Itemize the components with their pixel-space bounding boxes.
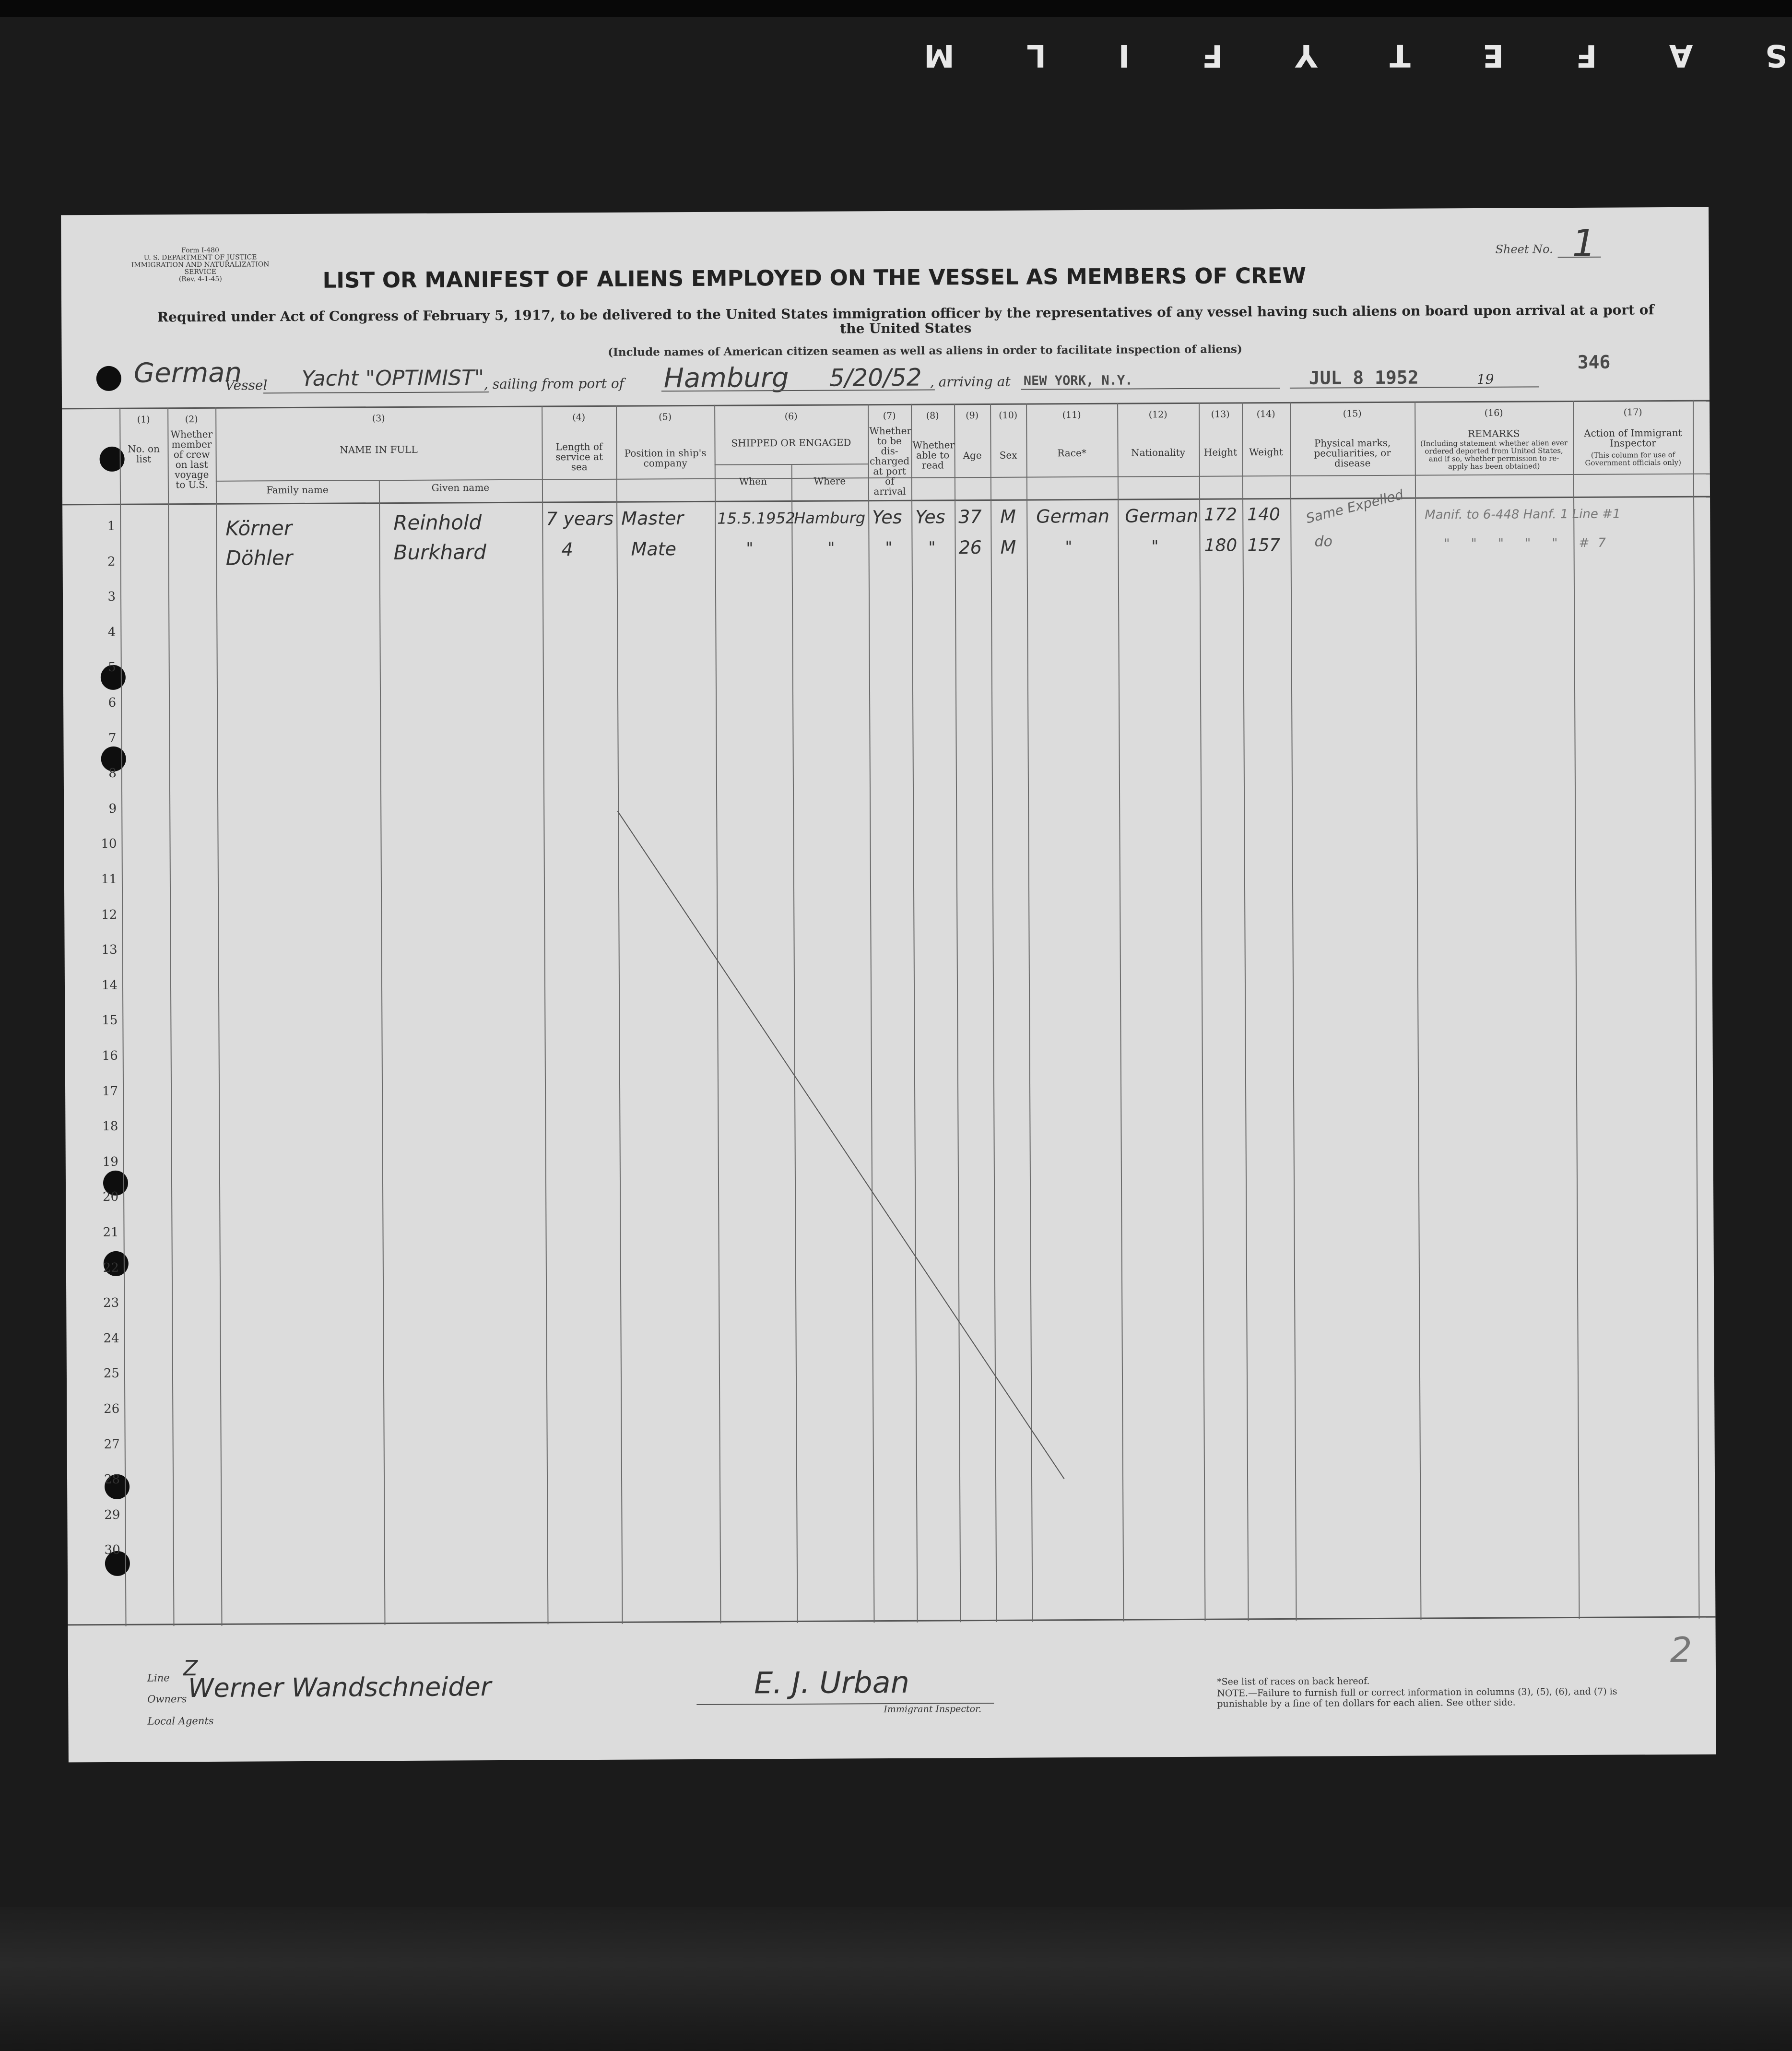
line-label: Line	[147, 1672, 170, 1684]
row2-remarks: " " " " " #7	[1444, 535, 1615, 551]
row1-weight: 140	[1247, 504, 1281, 525]
row1-given-name: Reinhold	[393, 510, 482, 535]
row-number: 9	[108, 801, 117, 816]
row1-age: 37	[958, 506, 982, 528]
row-number: 21	[103, 1225, 119, 1240]
row-number: 27	[104, 1437, 120, 1452]
film-letter: T	[1390, 37, 1411, 73]
col-6-num: (6)	[784, 411, 798, 422]
col-16-num: (16)	[1484, 407, 1503, 418]
manifest-sheet	[61, 207, 1716, 1763]
film-letter: M	[924, 37, 955, 73]
film-letter: L	[1026, 37, 1047, 73]
row-number: 24	[103, 1331, 119, 1346]
film-letter: Y	[1295, 37, 1318, 73]
safety-film-edge-print	[924, 34, 1787, 77]
row2-height: 180	[1204, 535, 1238, 556]
row2-sex: M	[1000, 536, 1016, 558]
col-physical-marks: Physical marks, peculiarities, or disease	[1314, 437, 1391, 469]
row1-length-of-service: 7 years	[546, 508, 614, 530]
col-4-num: (4)	[572, 412, 586, 423]
row1-shipped-when: 15.5.1952	[717, 509, 796, 528]
crew-table	[62, 400, 1715, 1627]
arrival-date-stamp: JUL 8 1952	[1309, 367, 1419, 389]
form-subtitle: Required under Act of Congress of February 5, 1917, to be delivered to the United States immigration officer by the representatives of any vessel having such aliens on board upon arrival at a port of the United States	[157, 302, 1654, 337]
row-number: 20	[102, 1190, 119, 1205]
row2-able-to-read: "	[928, 538, 936, 557]
row2-race: "	[1065, 537, 1073, 556]
film-letter: F	[1576, 37, 1597, 73]
cancellation-stroke	[617, 811, 1065, 1479]
col-15-num: (15)	[1343, 408, 1362, 419]
row-number: 4	[107, 625, 116, 640]
row2-nationality: "	[1151, 537, 1159, 556]
film-letter: S	[1765, 37, 1787, 73]
row-number: 28	[104, 1472, 120, 1487]
row2-shipped-where: "	[827, 538, 835, 557]
row-number: 10	[101, 837, 117, 852]
revision: (Rev. 4-1-45)	[178, 275, 222, 284]
race-footnote: *See list of races on back hereof.	[1217, 1676, 1370, 1687]
row-number: 17	[102, 1084, 118, 1099]
col-14-num: (14)	[1256, 409, 1275, 420]
row1-physical-marks: Same Expelled	[1304, 486, 1405, 527]
local-agents-label: Local Agents	[147, 1715, 214, 1727]
col-sex: Sex	[999, 449, 1017, 461]
col-action-note: (This column for use of Government officials only)	[1585, 450, 1681, 467]
vessel-name: Yacht "OPTIMIST"	[301, 366, 484, 391]
row2-given-name: Burkhard	[393, 540, 487, 565]
col-discharged: Whether to be dis-charged at port of arrival	[869, 425, 912, 498]
row-number: 1	[107, 519, 116, 533]
row1-height: 172	[1204, 505, 1238, 525]
col-5-num: (5)	[659, 412, 672, 423]
col-action-of-inspector: Action of Immigrant Inspector	[1584, 427, 1682, 449]
sheet-number-label: Sheet No.	[1495, 242, 1553, 256]
row1-sex: M	[1000, 506, 1016, 527]
film-border-bottom	[0, 1907, 1792, 2051]
row-number: 8	[108, 766, 117, 781]
col-family-name: Family name	[266, 484, 329, 496]
penalty-note: NOTE.—Failure to furnish full or correct information in columns (3), (5), (6), and (7) is punishable by a fine of ten dollars for each alien. See other side.	[1217, 1686, 1617, 1709]
col-when: When	[739, 475, 767, 487]
row1-race: German	[1036, 505, 1110, 527]
col-nationality: Nationality	[1131, 446, 1186, 459]
row-number: 23	[103, 1296, 119, 1311]
row1-discharged: Yes	[872, 506, 902, 528]
year-label: 19	[1476, 371, 1494, 387]
inspector-label: Immigrant Inspector.	[884, 1704, 982, 1715]
row1-able-to-read: Yes	[915, 506, 945, 528]
row-number: 18	[102, 1119, 118, 1134]
col-position: Position in ship's company	[624, 447, 707, 469]
col-shipped-or-engaged: SHIPPED OR ENGAGED	[731, 437, 851, 449]
col-1-num: (1)	[137, 414, 150, 425]
col-remarks: REMARKS	[1468, 427, 1520, 440]
row-number: 11	[101, 872, 117, 887]
col-race: Race*	[1057, 447, 1086, 459]
row-number: 26	[104, 1401, 120, 1417]
col-where: Where	[813, 475, 846, 487]
binder-hole	[96, 366, 121, 391]
line-value: Z	[183, 1656, 198, 1681]
col-2-num: (2)	[185, 414, 198, 425]
vessel-nationality: German	[133, 357, 242, 389]
col-no-on-list: No. on list	[128, 443, 160, 465]
col-3-num: (3)	[372, 413, 385, 424]
vessel-label: Vessel	[224, 377, 268, 393]
row2-discharged: "	[885, 538, 893, 557]
col-weight: Weight	[1249, 446, 1284, 458]
col-10-num: (10)	[999, 410, 1018, 421]
col-remarks-note: (Including statement whether alien ever ordered deported from United States, and if so, whether permission to re-apply has been obtained)	[1420, 439, 1568, 471]
col-length-of-service: Length of service at sea	[555, 440, 603, 473]
film-border-top	[0, 0, 1792, 17]
row-number: 3	[107, 590, 116, 605]
corner-mark: 2	[1670, 1629, 1692, 1671]
row-number: 22	[103, 1260, 119, 1275]
row1-shipped-where: Hamburg	[794, 509, 866, 527]
row-number: 25	[103, 1366, 120, 1381]
row-number: 29	[104, 1507, 120, 1522]
form-title: LIST OR MANIFEST OF ALIENS EMPLOYED ON THE VESSEL AS MEMBERS OF CREW	[322, 262, 1307, 293]
row2-weight: 157	[1247, 535, 1281, 556]
row2-length-of-service: 4	[561, 539, 573, 560]
row-number: 2	[107, 554, 116, 569]
row1-remarks: Manif. to 6-448 Hanf. 1 Line #1	[1425, 507, 1621, 522]
include-note: (Include names of American citizen seamen as well as aliens in order to facilitate inspection of aliens)	[608, 343, 1242, 359]
owners-value: Werner Wandschneider	[188, 1672, 492, 1704]
row-number: 5	[108, 660, 116, 675]
row1-family-name: Körner	[225, 516, 293, 540]
row-number: 13	[101, 943, 118, 958]
departure-port: Hamburg	[663, 362, 789, 394]
row-number: 19	[102, 1154, 118, 1169]
manifest-number: 346	[1577, 351, 1611, 373]
arriving-label: , arriving at	[930, 373, 1011, 390]
row1-position: Master	[621, 508, 684, 529]
film-letter: F	[1202, 37, 1223, 73]
row2-family-name: Döhler	[225, 546, 293, 570]
col-12-num: (12)	[1148, 409, 1167, 420]
col-8-num: (8)	[926, 410, 939, 421]
row-number: 6	[108, 695, 117, 710]
film-letter: A	[1669, 37, 1693, 73]
row-number: 12	[101, 907, 118, 922]
row2-age: 26	[958, 537, 982, 558]
film-letter: I	[1118, 37, 1130, 73]
col-7-num: (7)	[883, 410, 896, 422]
row2-position: Mate	[631, 538, 677, 560]
col-17-num: (17)	[1623, 407, 1642, 418]
col-able-to-read: Whether able to read	[912, 439, 955, 471]
col-name-in-full: NAME IN FULL	[340, 443, 418, 456]
row1-nationality: German	[1125, 505, 1199, 527]
owners-label: Owners	[147, 1693, 187, 1705]
col-13-num: (13)	[1211, 409, 1230, 420]
sailing-label: , sailing from port of	[483, 375, 625, 392]
row-number: 14	[101, 978, 118, 993]
col-11-num: (11)	[1062, 410, 1081, 421]
row-number: 7	[108, 731, 117, 746]
col-height: Height	[1203, 446, 1238, 458]
department: U. S. DEPARTMENT OF JUSTICE	[143, 253, 257, 262]
film-letter: E	[1483, 37, 1504, 73]
row2-shipped-when: "	[746, 539, 754, 557]
service: IMMIGRATION AND NATURALIZATION SERVICE	[131, 261, 270, 276]
col-given-name: Given name	[431, 482, 490, 494]
row-number: 16	[102, 1048, 118, 1064]
row2-physical-marks: do	[1314, 533, 1332, 550]
arrival-port-stamp: NEW YORK, N.Y.	[1023, 373, 1133, 389]
row-number: 15	[102, 1013, 118, 1028]
form-number: Form I-480	[181, 246, 219, 255]
col-crew-last-voyage: Whether member of crew on last voyage to U.S.	[170, 428, 213, 491]
form-number-block	[128, 247, 272, 283]
inspector-signature: E. J. Urban	[754, 1664, 910, 1701]
col-9-num: (9)	[966, 410, 979, 421]
sheet-number-value: 1	[1572, 222, 1596, 266]
row-number: 30	[104, 1543, 120, 1558]
col-age: Age	[963, 450, 982, 462]
sailing-date: 5/20/52	[829, 363, 922, 392]
